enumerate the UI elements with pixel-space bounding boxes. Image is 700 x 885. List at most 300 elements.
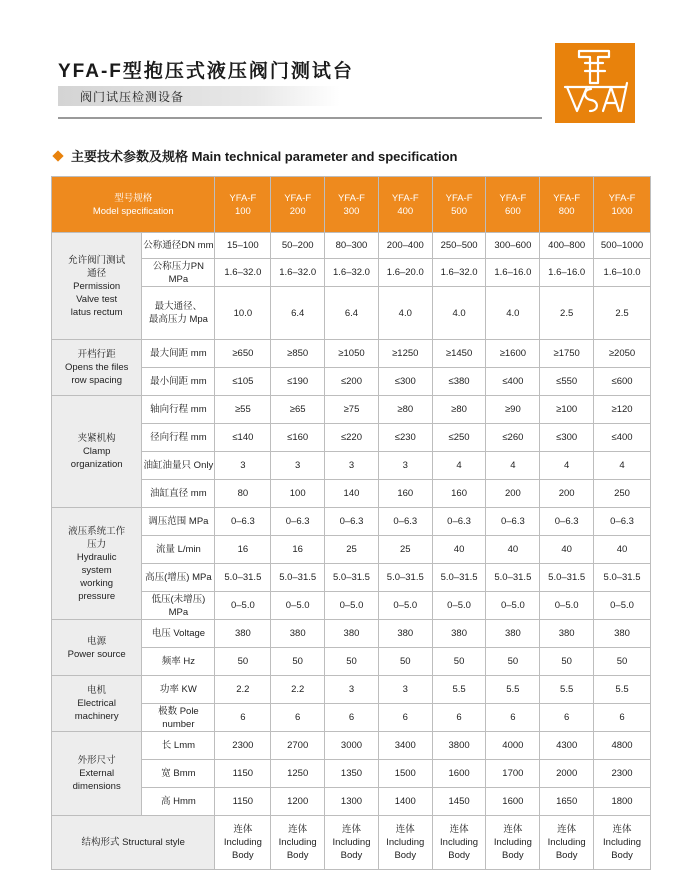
value-cell: 50 [215, 648, 271, 676]
value-cell: 6.4 [325, 287, 379, 340]
model-spec-header [52, 177, 215, 233]
value-cell: 4 [540, 452, 594, 480]
company-logo [555, 43, 635, 123]
value-cell: 4800 [594, 732, 651, 760]
param-label-line: 电压 Voltage [151, 628, 206, 639]
param-label-line: 高 Hmm [160, 796, 196, 807]
value-cell: 50 [378, 648, 432, 676]
model-prefix: YFA-F [553, 192, 581, 204]
value-cell: ≥650 [215, 340, 271, 368]
value-cell: 5.0–31.5 [215, 564, 271, 592]
table-row [52, 536, 651, 564]
group-label-line: 开档行距 [77, 349, 116, 360]
value-cell: 80 [215, 480, 271, 508]
table-row [52, 287, 651, 340]
value-cell: ≤250 [432, 424, 486, 452]
value-cell: 1.6–16.0 [486, 259, 540, 287]
value-cell: 3 [271, 452, 325, 480]
value-cell: 4.0 [378, 287, 432, 340]
model-header [594, 177, 651, 233]
value-cell: 0–6.3 [432, 508, 486, 536]
model-size: 500 [451, 205, 467, 217]
value-cell: 1.6–32.0 [432, 259, 486, 287]
param-label-line: 最大通径、 [154, 301, 203, 312]
value-cell: 1500 [378, 760, 432, 788]
model-size: 800 [558, 205, 575, 217]
value-cell: 250 [594, 480, 651, 508]
value-cell: 160 [378, 480, 432, 508]
value-cell: 80–300 [325, 233, 379, 259]
param-label-line: 高压(增压) MPa [145, 572, 212, 583]
value-cell: 1.6–20.0 [378, 259, 432, 287]
value-cell: ≤190 [271, 368, 325, 396]
value-cell: 6 [486, 704, 540, 732]
header-divider [58, 117, 542, 119]
value-cell: ≤600 [594, 368, 651, 396]
value-cell: 1.6–32.0 [271, 259, 325, 287]
param-label-line: 轴向行程 mm [150, 404, 207, 415]
group-label-line: working [80, 577, 114, 589]
value-cell: ≤140 [215, 424, 271, 452]
model-size: 600 [504, 205, 521, 217]
group-label-line: pressure [78, 590, 116, 602]
value-cell: 0–5.0 [594, 592, 651, 620]
model-size: 200 [289, 205, 306, 217]
value-cell: ≥120 [594, 396, 651, 424]
value-cell: 400–800 [540, 233, 594, 259]
group-label-line: 夹紧机构 [77, 433, 116, 444]
value-cell: 50 [432, 648, 486, 676]
value-cell: 0–6.3 [540, 508, 594, 536]
value-cell: 2.2 [215, 676, 271, 704]
value-cell: 380 [325, 620, 379, 648]
group-label-line: Permission [73, 280, 121, 292]
value-cell: 6.4 [271, 287, 325, 340]
section-heading-text: 主要技术参数及规格 Main technical parameter and specification [71, 149, 458, 164]
value-cell: ≥75 [325, 396, 379, 424]
model-size: 1000 [611, 205, 633, 217]
group-label-cell [52, 508, 142, 620]
model-header [432, 177, 486, 233]
group-label-line: 液压系统工作 [68, 525, 126, 537]
value-cell: ≤160 [271, 424, 325, 452]
value-cell: 2300 [215, 732, 271, 760]
value-cell: ≥1450 [432, 340, 486, 368]
structural-value-line: Including [332, 837, 371, 848]
value-cell: ≥65 [271, 396, 325, 424]
table-row [52, 732, 651, 760]
table-row [52, 704, 651, 732]
structural-value-line: Body [448, 850, 470, 861]
param-label [142, 287, 215, 340]
param-label [142, 676, 215, 704]
structural-value-cell [325, 816, 379, 870]
structural-value-line: Body [611, 850, 633, 861]
param-label [142, 592, 215, 620]
group-label-line: Hydraulic [76, 551, 117, 563]
value-cell: ≥80 [432, 396, 486, 424]
value-cell: 1400 [378, 788, 432, 816]
group-label-cell [52, 732, 142, 816]
value-cell: 50 [486, 648, 540, 676]
structural-value-line: Body [340, 850, 363, 861]
group-label-line: Clamp [82, 446, 111, 457]
group-label-cell [52, 340, 142, 396]
value-cell: 6 [432, 704, 486, 732]
value-cell: 3 [325, 676, 379, 704]
value-cell: 0–6.3 [271, 508, 325, 536]
model-prefix: YFA-F [284, 192, 312, 204]
value-cell: 1.6–32.0 [215, 259, 271, 287]
value-cell: 6 [271, 704, 325, 732]
value-cell: 5.0–31.5 [486, 564, 540, 592]
value-cell: 2.5 [540, 287, 594, 340]
value-cell: 5.0–31.5 [540, 564, 594, 592]
param-label [142, 620, 215, 648]
table-row [52, 424, 651, 452]
structural-value-cell [378, 816, 432, 870]
group-label-line: 外形尺寸 [77, 755, 116, 766]
value-cell: 3 [378, 676, 432, 704]
param-label [142, 424, 215, 452]
param-label-line: 长 Lmm [161, 740, 196, 751]
group-label-line: row spacing [71, 375, 123, 386]
structural-value-line: Including [440, 837, 479, 848]
param-label-line: 油缸油量只 Only [143, 460, 214, 471]
value-cell: 1600 [432, 760, 486, 788]
group-label-line: External [79, 768, 115, 779]
param-label [142, 452, 215, 480]
structural-value-line: 连体 [612, 824, 632, 835]
value-cell: 0–5.0 [215, 592, 271, 620]
value-cell: ≥55 [215, 396, 271, 424]
value-cell: 5.0–31.5 [271, 564, 325, 592]
structural-value-line: 连体 [288, 824, 308, 835]
value-cell: 380 [271, 620, 325, 648]
value-cell: 50 [271, 648, 325, 676]
value-cell: 4000 [486, 732, 540, 760]
model-size: 300 [343, 205, 360, 217]
param-label-line: 公称通径DN mm [143, 240, 214, 251]
param-label-line: 最高压力 Mpa [148, 314, 208, 325]
param-label-line: 宽 Bmm [161, 768, 196, 779]
value-cell: ≤550 [540, 368, 594, 396]
param-label-line: 极数 Pole number [158, 705, 199, 730]
value-cell: 4 [432, 452, 486, 480]
param-label [142, 259, 215, 287]
value-cell: 4300 [540, 732, 594, 760]
param-label [142, 760, 215, 788]
value-cell: 5.0–31.5 [378, 564, 432, 592]
model-prefix: YFA-F [608, 192, 636, 204]
param-label [142, 508, 215, 536]
value-cell: 5.0–31.5 [594, 564, 651, 592]
param-label [142, 704, 215, 732]
value-cell: 3800 [432, 732, 486, 760]
group-label-line: Electrical [77, 698, 116, 709]
value-cell: 6 [378, 704, 432, 732]
value-cell: 5.5 [486, 676, 540, 704]
group-label-line: 允许阀门测试 [68, 254, 126, 266]
model-header [325, 177, 379, 233]
value-cell: 200–400 [378, 233, 432, 259]
model-spec-header-en: Model specification [92, 205, 174, 217]
structural-value-line: 连体 [341, 824, 361, 835]
value-cell: ≤260 [486, 424, 540, 452]
structural-value-line: Body [502, 850, 524, 861]
group-label-line: Power source [67, 648, 126, 660]
value-cell: 1200 [271, 788, 325, 816]
value-cell: ≥1750 [540, 340, 594, 368]
value-cell: 4 [486, 452, 540, 480]
group-label-line: 电机 [87, 685, 107, 696]
structural-value-cell [486, 816, 540, 870]
value-cell: 380 [432, 620, 486, 648]
structural-value-cell [594, 816, 651, 870]
value-cell: ≥90 [486, 396, 540, 424]
table-row [52, 648, 651, 676]
structural-value-cell [215, 816, 271, 870]
table-header-row [52, 177, 651, 233]
param-label-line: 低压(未增压) MPa [151, 593, 206, 618]
structural-value-cell [540, 816, 594, 870]
table-row [52, 233, 651, 259]
value-cell: 3 [378, 452, 432, 480]
value-cell: 1350 [325, 760, 379, 788]
value-cell: ≥1600 [486, 340, 540, 368]
structural-value-line: Body [394, 850, 417, 861]
param-label-line: 径向行程 mm [150, 432, 207, 443]
param-label [142, 788, 215, 816]
group-label-line: Opens the files [64, 362, 129, 373]
value-cell: 250–500 [432, 233, 486, 259]
page-subtitle: 阀门试压检测设备 [80, 90, 185, 104]
value-cell: 5.5 [432, 676, 486, 704]
value-cell: ≥80 [378, 396, 432, 424]
value-cell: 0–5.0 [432, 592, 486, 620]
value-cell: 40 [432, 536, 486, 564]
model-header [378, 177, 432, 233]
value-cell: 1300 [325, 788, 379, 816]
value-cell: 16 [271, 536, 325, 564]
value-cell: 0–5.0 [325, 592, 379, 620]
group-label-cell [52, 396, 142, 508]
model-prefix: YFA-F [499, 192, 527, 204]
value-cell: 0–6.3 [325, 508, 379, 536]
model-prefix: YFA-F [229, 192, 257, 204]
table-row [52, 676, 651, 704]
value-cell: 0–5.0 [378, 592, 432, 620]
structural-value-line: Including [278, 837, 317, 848]
structural-value-line: Including [223, 837, 262, 848]
structural-value-line: Body [286, 850, 309, 861]
value-cell: 4 [594, 452, 651, 480]
model-prefix: YFA-F [445, 192, 473, 204]
table-row [52, 592, 651, 620]
value-cell: 2.2 [271, 676, 325, 704]
structural-value-line: 连体 [233, 824, 253, 835]
param-label-line: 最大间距 mm [150, 348, 207, 359]
value-cell: ≤200 [325, 368, 379, 396]
group-label-line: dimensions [72, 781, 121, 792]
value-cell: 6 [594, 704, 651, 732]
param-label [142, 340, 215, 368]
value-cell: 6 [540, 704, 594, 732]
value-cell: 50 [325, 648, 379, 676]
table-row [52, 620, 651, 648]
value-cell: 300–600 [486, 233, 540, 259]
value-cell: 3000 [325, 732, 379, 760]
value-cell: 500–1000 [594, 233, 651, 259]
value-cell: ≥100 [540, 396, 594, 424]
model-spec-header-cn: 型号规格 [114, 192, 153, 204]
value-cell: 40 [540, 536, 594, 564]
value-cell: 380 [215, 620, 271, 648]
group-label-line: 通径 [87, 267, 107, 279]
value-cell: 25 [378, 536, 432, 564]
value-cell: 50 [594, 648, 651, 676]
value-cell: 200 [486, 480, 540, 508]
value-cell: ≤300 [540, 424, 594, 452]
value-cell: 50 [540, 648, 594, 676]
param-label-line: 调压范围 MPa [148, 516, 209, 527]
value-cell: 1250 [271, 760, 325, 788]
table-row [52, 816, 651, 870]
structural-value-line: Including [386, 837, 425, 848]
value-cell: 1450 [432, 788, 486, 816]
value-cell: 40 [486, 536, 540, 564]
value-cell: ≥1250 [378, 340, 432, 368]
value-cell: 6 [215, 704, 271, 732]
value-cell: 5.5 [540, 676, 594, 704]
structural-value-cell [432, 816, 486, 870]
value-cell: 1800 [594, 788, 651, 816]
group-label-cell [52, 233, 142, 340]
structural-value-line: Body [232, 850, 254, 861]
value-cell: 25 [325, 536, 379, 564]
value-cell: 0–6.3 [486, 508, 540, 536]
value-cell: 16 [215, 536, 271, 564]
structural-value-line: 连体 [395, 824, 415, 835]
group-label-line: machinery [74, 711, 119, 722]
param-label-line: 油缸直径 mm [150, 488, 207, 499]
value-cell: 15–100 [215, 233, 271, 259]
structural-value-cell [271, 816, 325, 870]
value-cell: 5.0–31.5 [325, 564, 379, 592]
table-row [52, 259, 651, 287]
table-row [52, 480, 651, 508]
value-cell: 380 [594, 620, 651, 648]
model-header [540, 177, 594, 233]
value-cell: 1.6–10.0 [594, 259, 651, 287]
value-cell: ≤380 [432, 368, 486, 396]
value-cell: 0–6.3 [594, 508, 651, 536]
param-label [142, 536, 215, 564]
param-label [142, 648, 215, 676]
value-cell: 4.0 [486, 287, 540, 340]
value-cell: 1.6–16.0 [540, 259, 594, 287]
param-label-line: 公称压力PN MPa [152, 260, 204, 285]
value-cell: 1.6–32.0 [325, 259, 379, 287]
value-cell: 5.0–31.5 [432, 564, 486, 592]
value-cell: ≥2050 [594, 340, 651, 368]
param-label [142, 564, 215, 592]
value-cell: 2.5 [594, 287, 651, 340]
value-cell: ≤400 [486, 368, 540, 396]
value-cell: 100 [271, 480, 325, 508]
structural-style-label: 结构形式 Structural style [52, 816, 215, 870]
structural-value-line: Including [493, 837, 532, 848]
table-row [52, 760, 651, 788]
value-cell: 1150 [215, 760, 271, 788]
value-cell: 10.0 [215, 287, 271, 340]
value-cell: ≥850 [271, 340, 325, 368]
value-cell: 380 [486, 620, 540, 648]
group-label-line: 电源 [87, 635, 107, 647]
value-cell: 6 [325, 704, 379, 732]
value-cell: 1600 [486, 788, 540, 816]
structural-value-line: 连体 [557, 824, 577, 835]
value-cell: 3 [325, 452, 379, 480]
value-cell: 0–6.3 [215, 508, 271, 536]
value-cell: 5.5 [594, 676, 651, 704]
value-cell: 0–5.0 [540, 592, 594, 620]
param-label [142, 480, 215, 508]
value-cell: 2300 [594, 760, 651, 788]
structural-value-line: 连体 [503, 824, 523, 835]
model-header [271, 177, 325, 233]
table-row [52, 452, 651, 480]
value-cell: ≤400 [594, 424, 651, 452]
model-prefix: YFA-F [338, 192, 365, 204]
value-cell: 50–200 [271, 233, 325, 259]
table-row [52, 368, 651, 396]
value-cell: ≤105 [215, 368, 271, 396]
table-row [52, 340, 651, 368]
table-row [52, 788, 651, 816]
group-label-line: organization [70, 459, 123, 470]
structural-value-line: 连体 [449, 824, 469, 835]
value-cell: 2700 [271, 732, 325, 760]
value-cell: 0–5.0 [271, 592, 325, 620]
structural-value-line: Including [603, 837, 642, 848]
value-cell: 380 [378, 620, 432, 648]
param-label [142, 732, 215, 760]
value-cell: 3400 [378, 732, 432, 760]
param-label [142, 368, 215, 396]
group-label-cell [52, 620, 142, 676]
group-label-cell [52, 676, 142, 732]
value-cell: 4.0 [432, 287, 486, 340]
value-cell: ≤300 [378, 368, 432, 396]
value-cell: 200 [540, 480, 594, 508]
group-label-line: system [81, 564, 112, 576]
value-cell: 1150 [215, 788, 271, 816]
model-size: 100 [234, 205, 251, 217]
model-header [215, 177, 271, 233]
param-label-line: 功率 KW [159, 684, 197, 695]
param-label [142, 233, 215, 259]
group-label-line: 压力 [87, 538, 107, 550]
value-cell: 160 [432, 480, 486, 508]
group-label-line: Valve test [76, 293, 118, 305]
model-size: 400 [397, 205, 414, 217]
param-label-line: 频率 Hz [161, 656, 196, 667]
value-cell: ≤220 [325, 424, 379, 452]
table-row [52, 508, 651, 536]
value-cell: 1650 [540, 788, 594, 816]
value-cell: 380 [540, 620, 594, 648]
